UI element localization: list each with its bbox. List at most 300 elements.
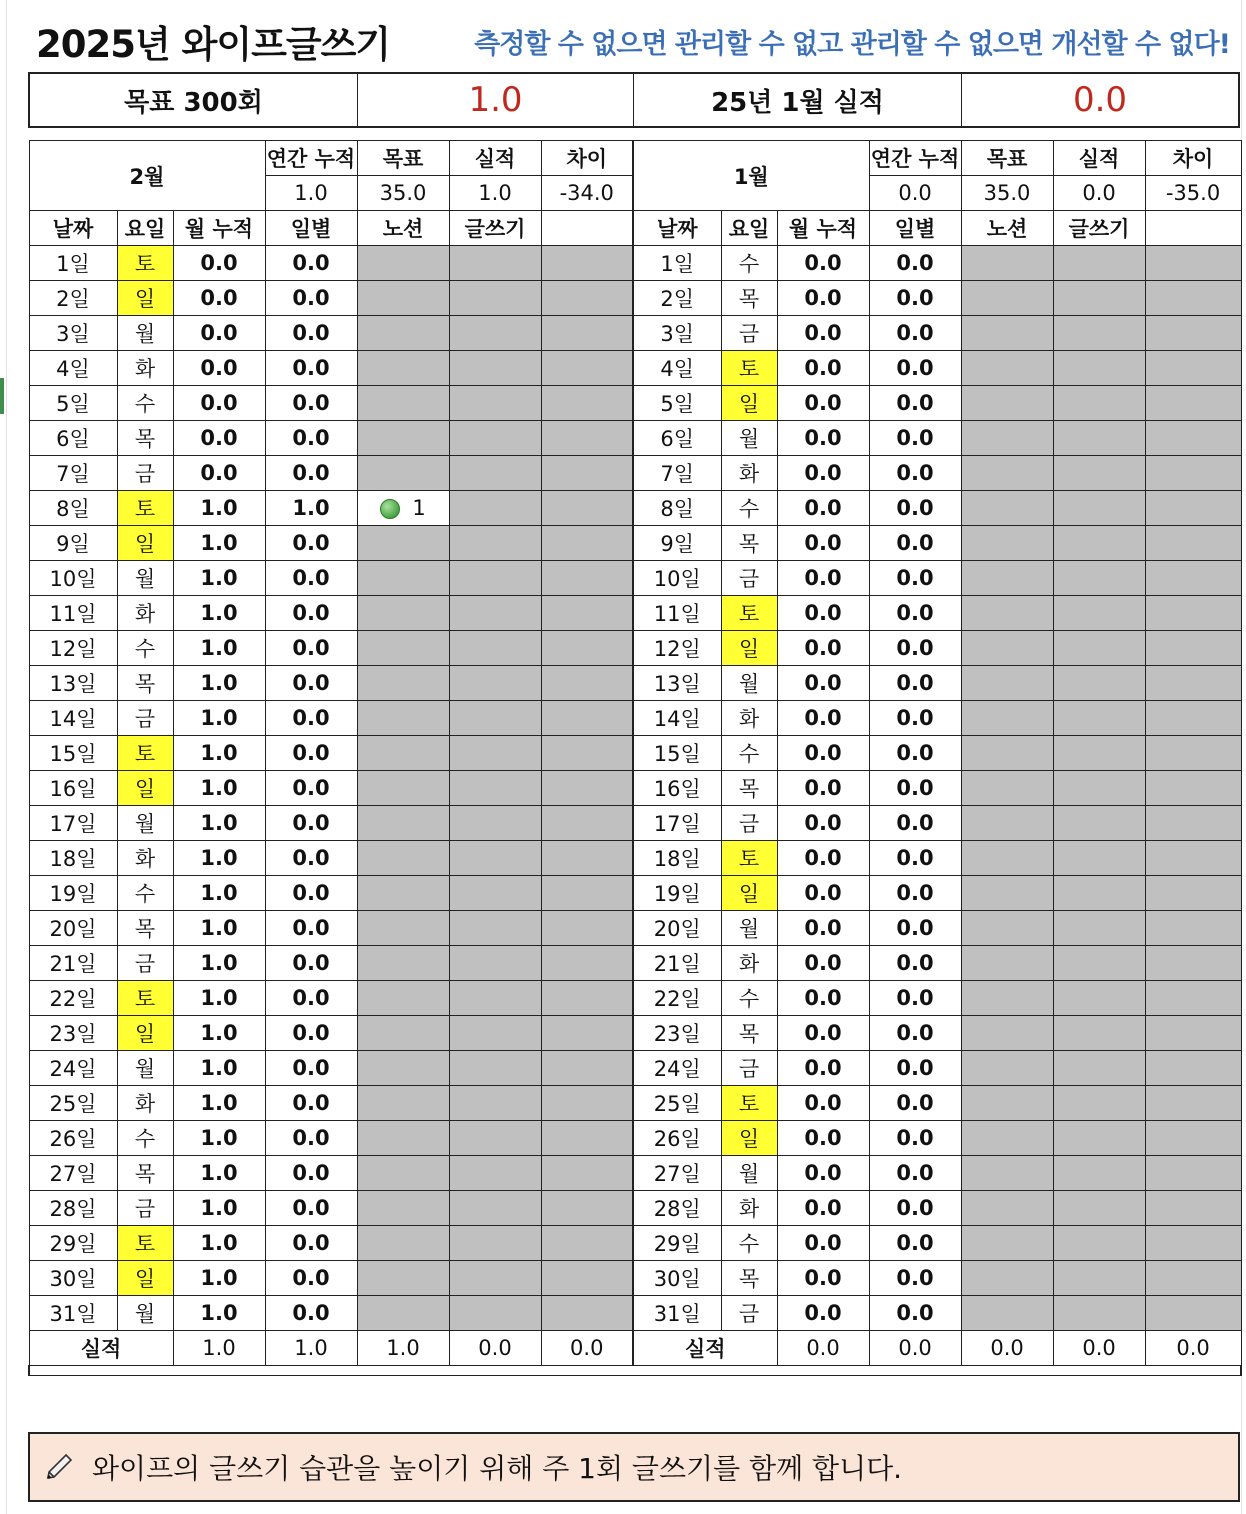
daily-cell[interactable]: 0.0 xyxy=(265,316,357,351)
date-cell[interactable]: 28일 xyxy=(633,1191,721,1226)
date-cell[interactable]: 22일 xyxy=(29,981,117,1016)
column-header-month-cum[interactable]: 월 누적 xyxy=(173,211,265,246)
notion-cell[interactable] xyxy=(357,421,449,456)
writing-cell[interactable] xyxy=(449,246,541,281)
daily-cell[interactable]: 0.0 xyxy=(265,841,357,876)
date-cell[interactable]: 10일 xyxy=(633,561,721,596)
daily-cell[interactable]: 0.0 xyxy=(265,561,357,596)
date-cell[interactable]: 3일 xyxy=(633,316,721,351)
footer-daily[interactable]: 0.0 xyxy=(869,1331,961,1366)
writing-cell[interactable] xyxy=(1053,596,1145,631)
daily-cell[interactable]: 0.0 xyxy=(265,386,357,421)
writing-cell[interactable] xyxy=(449,981,541,1016)
weekday-cell[interactable]: 수 xyxy=(721,736,777,771)
writing-cell[interactable] xyxy=(449,1121,541,1156)
weekday-cell[interactable]: 월 xyxy=(721,421,777,456)
daily-cell[interactable]: 0.0 xyxy=(265,1226,357,1261)
header-actual[interactable]: 실적 xyxy=(449,141,541,176)
weekday-cell[interactable]: 화 xyxy=(117,351,173,386)
extra-cell[interactable] xyxy=(541,1226,633,1261)
extra-cell[interactable] xyxy=(1145,386,1241,421)
weekday-cell[interactable]: 토 xyxy=(117,981,173,1016)
header-annual[interactable]: 연간 누적 xyxy=(869,141,961,176)
month-cum-cell[interactable]: 1.0 xyxy=(173,911,265,946)
weekday-cell[interactable]: 일 xyxy=(117,771,173,806)
daily-cell[interactable]: 0.0 xyxy=(265,351,357,386)
month-cum-cell[interactable]: 0.0 xyxy=(777,491,869,526)
month-cum-cell[interactable]: 0.0 xyxy=(777,1016,869,1051)
weekday-cell[interactable]: 일 xyxy=(117,1016,173,1051)
month-cum-cell[interactable]: 0.0 xyxy=(777,946,869,981)
writing-cell[interactable] xyxy=(1053,736,1145,771)
notion-cell[interactable] xyxy=(961,491,1053,526)
daily-cell[interactable]: 0.0 xyxy=(869,1156,961,1191)
weekday-cell[interactable]: 토 xyxy=(117,491,173,526)
notion-cell[interactable] xyxy=(961,701,1053,736)
weekday-cell[interactable]: 화 xyxy=(721,946,777,981)
notion-cell[interactable] xyxy=(961,456,1053,491)
column-header-month-cum[interactable]: 월 누적 xyxy=(777,211,869,246)
month-cum-cell[interactable]: 1.0 xyxy=(173,1051,265,1086)
weekday-cell[interactable]: 월 xyxy=(117,1296,173,1331)
weekday-cell[interactable]: 월 xyxy=(721,911,777,946)
writing-cell[interactable] xyxy=(449,281,541,316)
total-annual[interactable]: 1.0 xyxy=(265,176,357,211)
month-cum-cell[interactable]: 0.0 xyxy=(777,1296,869,1331)
date-cell[interactable]: 2일 xyxy=(29,281,117,316)
weekday-cell[interactable]: 토 xyxy=(117,246,173,281)
writing-cell[interactable] xyxy=(449,876,541,911)
writing-cell[interactable] xyxy=(1053,1051,1145,1086)
writing-cell[interactable] xyxy=(1053,666,1145,701)
month-cum-cell[interactable]: 1.0 xyxy=(173,1296,265,1331)
writing-cell[interactable] xyxy=(449,1016,541,1051)
notion-cell[interactable] xyxy=(357,526,449,561)
weekday-cell[interactable]: 토 xyxy=(721,351,777,386)
extra-cell[interactable] xyxy=(541,351,633,386)
footer-extra[interactable]: 0.0 xyxy=(541,1331,633,1366)
date-cell[interactable]: 11일 xyxy=(29,596,117,631)
month-cum-cell[interactable]: 0.0 xyxy=(173,386,265,421)
month-cum-cell[interactable]: 0.0 xyxy=(777,736,869,771)
weekday-cell[interactable]: 금 xyxy=(721,806,777,841)
daily-cell[interactable]: 0.0 xyxy=(265,701,357,736)
month-cum-cell[interactable]: 1.0 xyxy=(173,1156,265,1191)
date-cell[interactable]: 26일 xyxy=(29,1121,117,1156)
footer-cum[interactable]: 0.0 xyxy=(777,1331,869,1366)
date-cell[interactable]: 16일 xyxy=(29,771,117,806)
extra-cell[interactable] xyxy=(1145,1191,1241,1226)
goal-value[interactable]: 1.0 xyxy=(358,74,634,126)
notion-cell[interactable] xyxy=(357,456,449,491)
weekday-cell[interactable]: 목 xyxy=(117,1156,173,1191)
daily-cell[interactable]: 0.0 xyxy=(265,771,357,806)
notion-cell[interactable] xyxy=(357,981,449,1016)
writing-cell[interactable] xyxy=(449,736,541,771)
writing-cell[interactable] xyxy=(449,631,541,666)
notion-cell[interactable] xyxy=(961,946,1053,981)
daily-cell[interactable]: 0.0 xyxy=(869,631,961,666)
writing-cell[interactable] xyxy=(1053,1121,1145,1156)
weekday-cell[interactable]: 수 xyxy=(721,981,777,1016)
total-actual[interactable]: 1.0 xyxy=(449,176,541,211)
daily-cell[interactable]: 0.0 xyxy=(869,1261,961,1296)
notion-cell[interactable] xyxy=(357,1261,449,1296)
date-cell[interactable]: 29일 xyxy=(633,1226,721,1261)
column-header-writing[interactable]: 글쓰기 xyxy=(1053,211,1145,246)
writing-cell[interactable] xyxy=(449,1051,541,1086)
weekday-cell[interactable]: 월 xyxy=(117,1051,173,1086)
writing-cell[interactable] xyxy=(449,491,541,526)
extra-cell[interactable] xyxy=(541,456,633,491)
daily-cell[interactable]: 0.0 xyxy=(869,561,961,596)
month-cum-cell[interactable]: 0.0 xyxy=(173,456,265,491)
notion-cell[interactable] xyxy=(357,1086,449,1121)
daily-cell[interactable]: 0.0 xyxy=(869,351,961,386)
notion-cell[interactable] xyxy=(961,526,1053,561)
total-diff[interactable]: -34.0 xyxy=(541,176,633,211)
date-cell[interactable]: 8일 xyxy=(29,491,117,526)
date-cell[interactable]: 12일 xyxy=(633,631,721,666)
notion-cell[interactable] xyxy=(961,1051,1053,1086)
notion-cell[interactable] xyxy=(357,1051,449,1086)
notion-cell[interactable] xyxy=(961,1296,1053,1331)
daily-cell[interactable]: 0.0 xyxy=(869,701,961,736)
writing-cell[interactable] xyxy=(1053,456,1145,491)
weekday-cell[interactable]: 수 xyxy=(117,876,173,911)
extra-cell[interactable] xyxy=(1145,1051,1241,1086)
month-cum-cell[interactable]: 0.0 xyxy=(777,281,869,316)
month-result-value[interactable]: 0.0 xyxy=(1072,80,1128,120)
date-cell[interactable]: 1일 xyxy=(633,246,721,281)
date-cell[interactable]: 27일 xyxy=(29,1156,117,1191)
daily-cell[interactable]: 0.0 xyxy=(869,526,961,561)
column-header-writing[interactable]: 글쓰기 xyxy=(449,211,541,246)
month-cum-cell[interactable]: 0.0 xyxy=(777,351,869,386)
writing-cell[interactable] xyxy=(1053,386,1145,421)
notion-cell[interactable] xyxy=(961,1226,1053,1261)
weekday-cell[interactable]: 금 xyxy=(721,561,777,596)
footer-notion[interactable]: 1.0 xyxy=(357,1331,449,1366)
notion-cell[interactable] xyxy=(961,281,1053,316)
weekday-cell[interactable]: 수 xyxy=(117,386,173,421)
notion-cell[interactable] xyxy=(961,841,1053,876)
daily-cell[interactable]: 0.0 xyxy=(869,281,961,316)
weekday-cell[interactable]: 금 xyxy=(117,456,173,491)
weekday-cell[interactable]: 목 xyxy=(117,421,173,456)
footer-extra[interactable]: 0.0 xyxy=(1145,1331,1241,1366)
weekday-cell[interactable]: 월 xyxy=(721,666,777,701)
writing-cell[interactable] xyxy=(449,386,541,421)
weekday-cell[interactable]: 토 xyxy=(721,841,777,876)
date-cell[interactable]: 22일 xyxy=(633,981,721,1016)
date-cell[interactable]: 13일 xyxy=(29,666,117,701)
extra-cell[interactable] xyxy=(1145,806,1241,841)
extra-cell[interactable] xyxy=(1145,701,1241,736)
extra-cell[interactable] xyxy=(1145,561,1241,596)
daily-cell[interactable]: 0.0 xyxy=(869,1226,961,1261)
month-cum-cell[interactable]: 0.0 xyxy=(777,771,869,806)
header-diff[interactable]: 차이 xyxy=(541,141,633,176)
weekday-cell[interactable]: 목 xyxy=(721,526,777,561)
writing-cell[interactable] xyxy=(449,841,541,876)
writing-cell[interactable] xyxy=(1053,1086,1145,1121)
header-annual[interactable]: 연간 누적 xyxy=(265,141,357,176)
footer-cum[interactable]: 1.0 xyxy=(173,1331,265,1366)
date-cell[interactable]: 29일 xyxy=(29,1226,117,1261)
daily-cell[interactable]: 0.0 xyxy=(265,736,357,771)
date-cell[interactable]: 18일 xyxy=(633,841,721,876)
column-header-weekday[interactable]: 요일 xyxy=(721,211,777,246)
notion-cell[interactable] xyxy=(961,806,1053,841)
month-cum-cell[interactable]: 0.0 xyxy=(777,631,869,666)
extra-cell[interactable] xyxy=(1145,1121,1241,1156)
notion-cell[interactable] xyxy=(961,1016,1053,1051)
notion-cell[interactable] xyxy=(961,316,1053,351)
extra-cell[interactable] xyxy=(1145,841,1241,876)
daily-cell[interactable]: 0.0 xyxy=(265,456,357,491)
month-title[interactable]: 1월 xyxy=(633,141,869,211)
notion-cell[interactable] xyxy=(357,631,449,666)
notion-cell[interactable] xyxy=(961,421,1053,456)
notion-cell[interactable] xyxy=(961,666,1053,701)
weekday-cell[interactable]: 화 xyxy=(117,841,173,876)
notion-cell[interactable] xyxy=(357,1296,449,1331)
daily-cell[interactable]: 0.0 xyxy=(869,596,961,631)
column-header-daily[interactable]: 일별 xyxy=(265,211,357,246)
month-cum-cell[interactable]: 1.0 xyxy=(173,631,265,666)
writing-cell[interactable] xyxy=(1053,911,1145,946)
notion-cell[interactable] xyxy=(357,841,449,876)
footer-label[interactable]: 실적 xyxy=(633,1331,777,1366)
daily-cell[interactable]: 0.0 xyxy=(869,316,961,351)
month-cum-cell[interactable]: 1.0 xyxy=(173,666,265,701)
daily-cell[interactable]: 0.0 xyxy=(869,771,961,806)
date-cell[interactable]: 19일 xyxy=(633,876,721,911)
extra-cell[interactable] xyxy=(541,316,633,351)
date-cell[interactable]: 21일 xyxy=(29,946,117,981)
notion-cell[interactable] xyxy=(961,736,1053,771)
header-goal[interactable]: 목표 xyxy=(961,141,1053,176)
writing-cell[interactable] xyxy=(1053,876,1145,911)
month-cum-cell[interactable]: 1.0 xyxy=(173,876,265,911)
date-cell[interactable]: 7일 xyxy=(29,456,117,491)
weekday-cell[interactable]: 목 xyxy=(721,281,777,316)
daily-cell[interactable]: 0.0 xyxy=(265,981,357,1016)
writing-cell[interactable] xyxy=(449,1296,541,1331)
month-cum-cell[interactable]: 0.0 xyxy=(173,281,265,316)
extra-cell[interactable] xyxy=(1145,351,1241,386)
writing-cell[interactable] xyxy=(449,1261,541,1296)
notion-cell[interactable] xyxy=(961,561,1053,596)
writing-cell[interactable] xyxy=(449,561,541,596)
month-cum-cell[interactable]: 1.0 xyxy=(173,596,265,631)
extra-cell[interactable] xyxy=(541,876,633,911)
notion-cell[interactable] xyxy=(961,1156,1053,1191)
weekday-cell[interactable]: 금 xyxy=(721,316,777,351)
notion-cell[interactable] xyxy=(961,246,1053,281)
month-cum-cell[interactable]: 0.0 xyxy=(777,596,869,631)
extra-cell[interactable] xyxy=(541,1261,633,1296)
notion-cell[interactable] xyxy=(357,1121,449,1156)
footer-writing[interactable]: 0.0 xyxy=(1053,1331,1145,1366)
weekday-cell[interactable]: 목 xyxy=(117,666,173,701)
writing-cell[interactable] xyxy=(1053,561,1145,596)
date-cell[interactable]: 23일 xyxy=(633,1016,721,1051)
date-cell[interactable]: 27일 xyxy=(633,1156,721,1191)
notion-cell[interactable] xyxy=(357,946,449,981)
daily-cell[interactable]: 0.0 xyxy=(265,596,357,631)
notion-cell[interactable] xyxy=(357,596,449,631)
weekday-cell[interactable]: 목 xyxy=(721,771,777,806)
daily-cell[interactable]: 0.0 xyxy=(265,421,357,456)
notion-cell[interactable] xyxy=(357,701,449,736)
writing-cell[interactable] xyxy=(449,911,541,946)
column-header-notion[interactable]: 노션 xyxy=(357,211,449,246)
month-cum-cell[interactable]: 1.0 xyxy=(173,1261,265,1296)
total-goal[interactable]: 35.0 xyxy=(357,176,449,211)
month-cum-cell[interactable]: 1.0 xyxy=(173,1191,265,1226)
month-cum-cell[interactable]: 0.0 xyxy=(777,701,869,736)
date-cell[interactable]: 26일 xyxy=(633,1121,721,1156)
header-goal[interactable]: 목표 xyxy=(357,141,449,176)
weekday-cell[interactable]: 일 xyxy=(721,1121,777,1156)
extra-cell[interactable] xyxy=(1145,246,1241,281)
daily-cell[interactable]: 0.0 xyxy=(869,386,961,421)
date-cell[interactable]: 14일 xyxy=(29,701,117,736)
extra-cell[interactable] xyxy=(541,701,633,736)
month-cum-cell[interactable]: 1.0 xyxy=(173,526,265,561)
month-result-label[interactable]: 25년 1월 실적 xyxy=(634,74,962,126)
daily-cell[interactable]: 0.0 xyxy=(869,736,961,771)
writing-cell[interactable] xyxy=(1053,281,1145,316)
extra-cell[interactable] xyxy=(1145,946,1241,981)
date-cell[interactable]: 9일 xyxy=(29,526,117,561)
writing-cell[interactable] xyxy=(1053,351,1145,386)
extra-cell[interactable] xyxy=(541,596,633,631)
notion-cell[interactable] xyxy=(961,1191,1053,1226)
month-cum-cell[interactable]: 0.0 xyxy=(777,1226,869,1261)
extra-cell[interactable] xyxy=(1145,1156,1241,1191)
month-cum-cell[interactable]: 0.0 xyxy=(777,1086,869,1121)
month-cum-cell[interactable]: 1.0 xyxy=(173,806,265,841)
date-cell[interactable]: 5일 xyxy=(633,386,721,421)
daily-cell[interactable]: 0.0 xyxy=(265,1121,357,1156)
daily-cell[interactable]: 0.0 xyxy=(265,1261,357,1296)
weekday-cell[interactable]: 화 xyxy=(721,1191,777,1226)
notion-cell[interactable] xyxy=(961,876,1053,911)
month-cum-cell[interactable]: 0.0 xyxy=(777,1191,869,1226)
extra-cell[interactable] xyxy=(1145,771,1241,806)
extra-cell[interactable] xyxy=(541,386,633,421)
writing-cell[interactable] xyxy=(1053,316,1145,351)
extra-cell[interactable] xyxy=(541,771,633,806)
writing-cell[interactable] xyxy=(1053,1016,1145,1051)
writing-cell[interactable] xyxy=(1053,1191,1145,1226)
date-cell[interactable]: 7일 xyxy=(633,456,721,491)
date-cell[interactable]: 17일 xyxy=(29,806,117,841)
extra-cell[interactable] xyxy=(541,1121,633,1156)
daily-cell[interactable]: 0.0 xyxy=(265,281,357,316)
date-cell[interactable]: 12일 xyxy=(29,631,117,666)
total-diff[interactable]: -35.0 xyxy=(1145,176,1241,211)
month-cum-cell[interactable]: 0.0 xyxy=(173,351,265,386)
column-header-daily[interactable]: 일별 xyxy=(869,211,961,246)
extra-cell[interactable] xyxy=(1145,596,1241,631)
extra-cell[interactable] xyxy=(541,631,633,666)
month-cum-cell[interactable]: 0.0 xyxy=(173,316,265,351)
daily-cell[interactable]: 0.0 xyxy=(869,1121,961,1156)
extra-cell[interactable] xyxy=(541,911,633,946)
date-cell[interactable]: 15일 xyxy=(633,736,721,771)
writing-cell[interactable] xyxy=(1053,526,1145,561)
extra-cell[interactable] xyxy=(1145,666,1241,701)
month-cum-cell[interactable]: 0.0 xyxy=(777,456,869,491)
weekday-cell[interactable]: 목 xyxy=(117,911,173,946)
month-cum-cell[interactable]: 0.0 xyxy=(777,1051,869,1086)
daily-cell[interactable]: 0.0 xyxy=(869,981,961,1016)
date-cell[interactable]: 25일 xyxy=(29,1086,117,1121)
writing-cell[interactable] xyxy=(449,526,541,561)
weekday-cell[interactable]: 월 xyxy=(721,1156,777,1191)
month-cum-cell[interactable]: 0.0 xyxy=(777,316,869,351)
weekday-cell[interactable]: 일 xyxy=(117,526,173,561)
writing-cell[interactable] xyxy=(449,316,541,351)
notion-cell[interactable] xyxy=(961,1261,1053,1296)
month-cum-cell[interactable]: 0.0 xyxy=(777,561,869,596)
daily-cell[interactable]: 0.0 xyxy=(869,1016,961,1051)
month-cum-cell[interactable]: 0.0 xyxy=(777,806,869,841)
date-cell[interactable]: 23일 xyxy=(29,1016,117,1051)
weekday-cell[interactable]: 토 xyxy=(117,736,173,771)
extra-cell[interactable] xyxy=(541,491,633,526)
writing-cell[interactable] xyxy=(449,1191,541,1226)
extra-cell[interactable] xyxy=(1145,421,1241,456)
daily-cell[interactable]: 0.0 xyxy=(869,911,961,946)
writing-cell[interactable] xyxy=(449,596,541,631)
notion-cell[interactable] xyxy=(357,876,449,911)
extra-cell[interactable] xyxy=(541,1051,633,1086)
date-cell[interactable]: 31일 xyxy=(633,1296,721,1331)
column-header-weekday[interactable]: 요일 xyxy=(117,211,173,246)
weekday-cell[interactable]: 화 xyxy=(721,701,777,736)
footer-notion[interactable]: 0.0 xyxy=(961,1331,1053,1366)
notion-cell[interactable] xyxy=(357,491,449,526)
date-cell[interactable]: 17일 xyxy=(633,806,721,841)
extra-cell[interactable] xyxy=(1145,526,1241,561)
extra-cell[interactable] xyxy=(541,246,633,281)
extra-cell[interactable] xyxy=(1145,316,1241,351)
weekday-cell[interactable]: 월 xyxy=(117,561,173,596)
notion-cell[interactable] xyxy=(357,911,449,946)
daily-cell[interactable]: 0.0 xyxy=(265,1086,357,1121)
daily-cell[interactable]: 0.0 xyxy=(265,1156,357,1191)
weekday-cell[interactable]: 금 xyxy=(721,1051,777,1086)
writing-cell[interactable] xyxy=(1053,1296,1145,1331)
date-cell[interactable]: 20일 xyxy=(29,911,117,946)
weekday-cell[interactable]: 일 xyxy=(721,876,777,911)
extra-cell[interactable] xyxy=(1145,281,1241,316)
total-actual[interactable]: 0.0 xyxy=(1053,176,1145,211)
weekday-cell[interactable]: 수 xyxy=(117,1121,173,1156)
weekday-cell[interactable]: 목 xyxy=(721,1016,777,1051)
weekday-cell[interactable]: 수 xyxy=(721,1226,777,1261)
writing-cell[interactable] xyxy=(449,351,541,386)
month-cum-cell[interactable]: 0.0 xyxy=(777,1121,869,1156)
daily-cell[interactable]: 0.0 xyxy=(869,1296,961,1331)
daily-cell[interactable]: 0.0 xyxy=(265,1191,357,1226)
month-cum-cell[interactable]: 0.0 xyxy=(777,1261,869,1296)
